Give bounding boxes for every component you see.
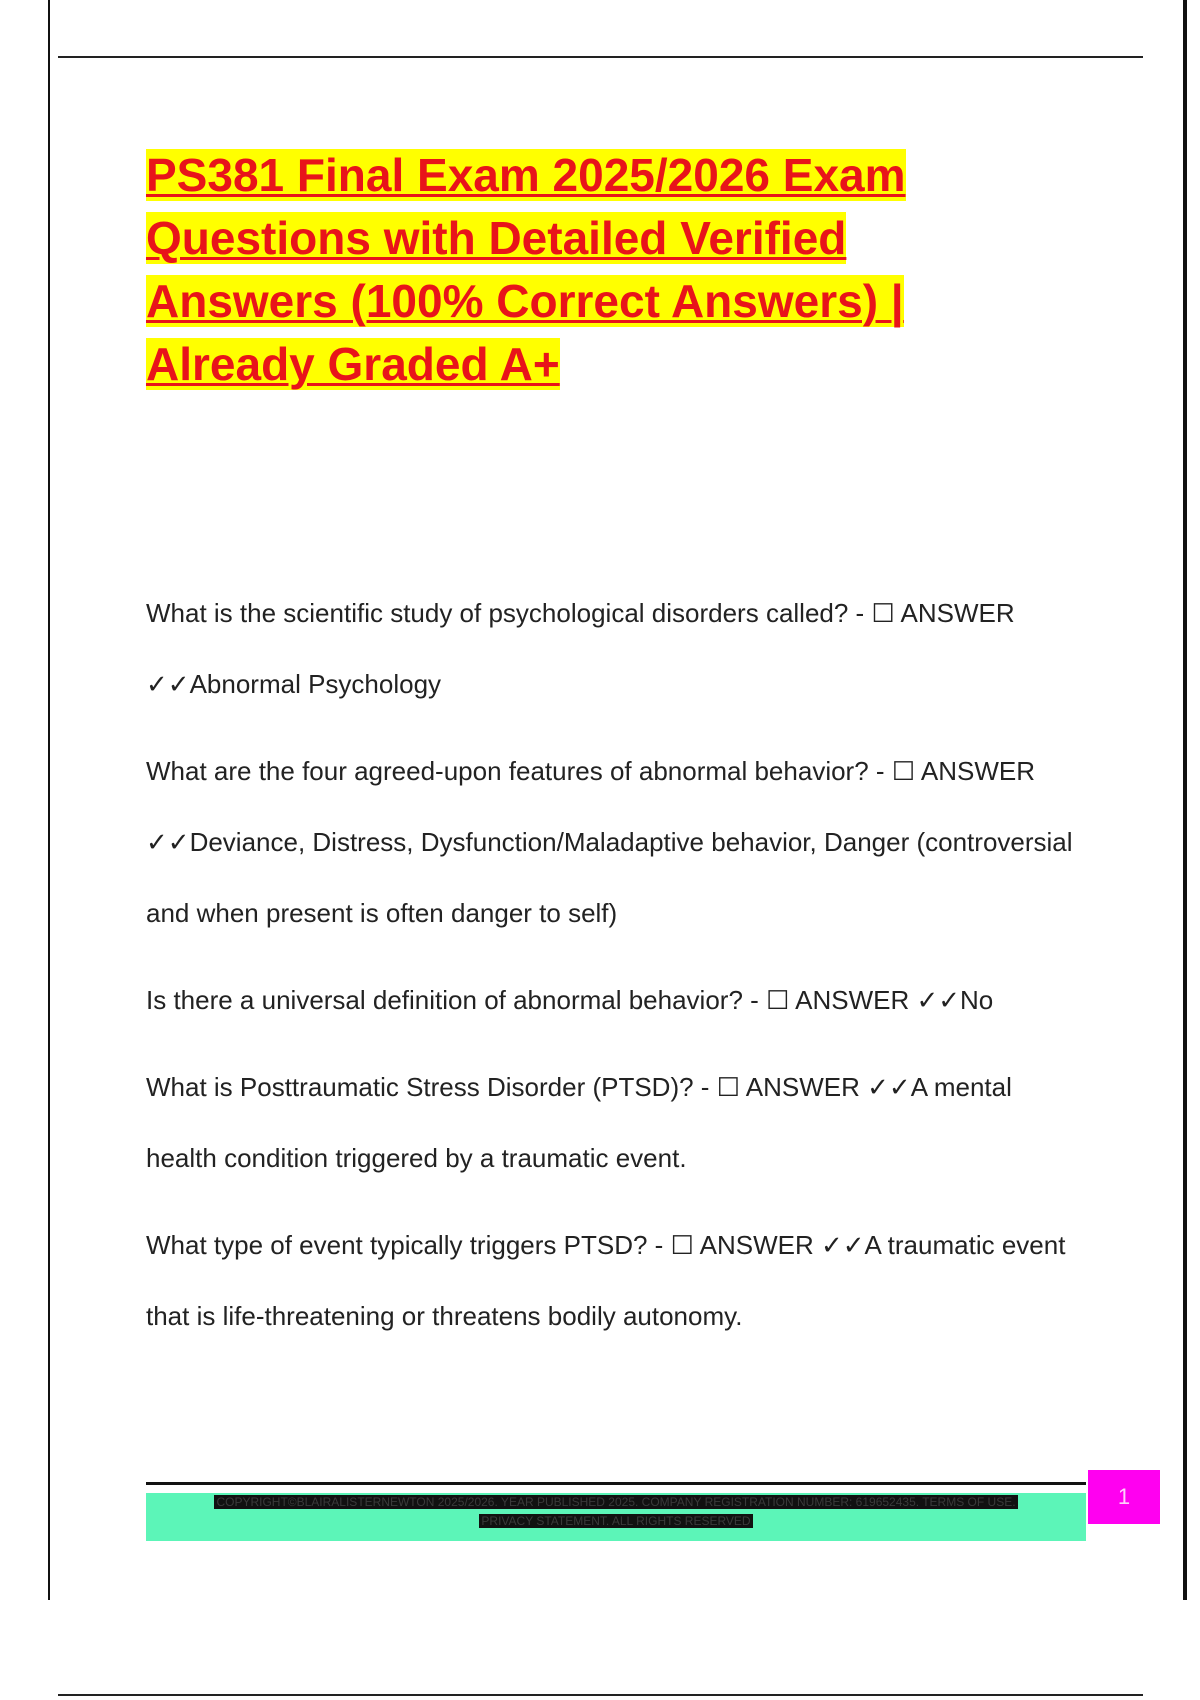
copyright-line-2: PRIVACY STATEMENT. ALL RIGHTS RESERVED xyxy=(481,1514,751,1528)
top-rule xyxy=(58,56,1143,58)
question-item-5: What type of event typically triggers PTSD? - ☐ ANSWER ✓✓A traumatic event that is life-threatening or threatens bodily autonomy. xyxy=(146,1230,1066,1331)
document-title xyxy=(146,144,1046,396)
question-list xyxy=(146,578,1086,1368)
copyright-footer xyxy=(146,1493,1086,1541)
question-item-3: Is there a universal definition of abnormal behavior? - ☐ ANSWER ✓✓No xyxy=(146,985,994,1015)
question-item-1: What is the scientific study of psychological disorders called? - ☐ ANSWER ✓✓Abnormal Psychology xyxy=(146,598,1015,699)
question-item-2: What are the four agreed-upon features of abnormal behavior? - ☐ ANSWER ✓✓Deviance, Distress, Dysfunction/Maladaptive behavior, Danger (controversial and when present is often danger to self) xyxy=(146,756,1073,928)
page-number: 1 xyxy=(1088,1470,1160,1524)
question-item-4: What is Posttraumatic Stress Disorder (PTSD)? - ☐ ANSWER ✓✓A mental health condition triggered by a traumatic event. xyxy=(146,1072,1012,1173)
page-left-border xyxy=(48,0,50,1600)
bottom-rule xyxy=(58,1694,1143,1696)
footer-rule xyxy=(146,1482,1086,1485)
document-title-text: PS381 Final Exam 2025/2026 Exam Questions with Detailed Verified Answers (100% Correct Answers) | Already Graded A+ xyxy=(146,149,906,390)
copyright-line-1: COPYRIGHT©BLAIRALISTERNEWTON 2025/2026. YEAR PUBLISHED 2025. COMPANY REGISTRATION NUMBER: 619652435. TERMS OF USE. xyxy=(216,1495,1016,1509)
page-right-border xyxy=(1183,0,1187,1600)
